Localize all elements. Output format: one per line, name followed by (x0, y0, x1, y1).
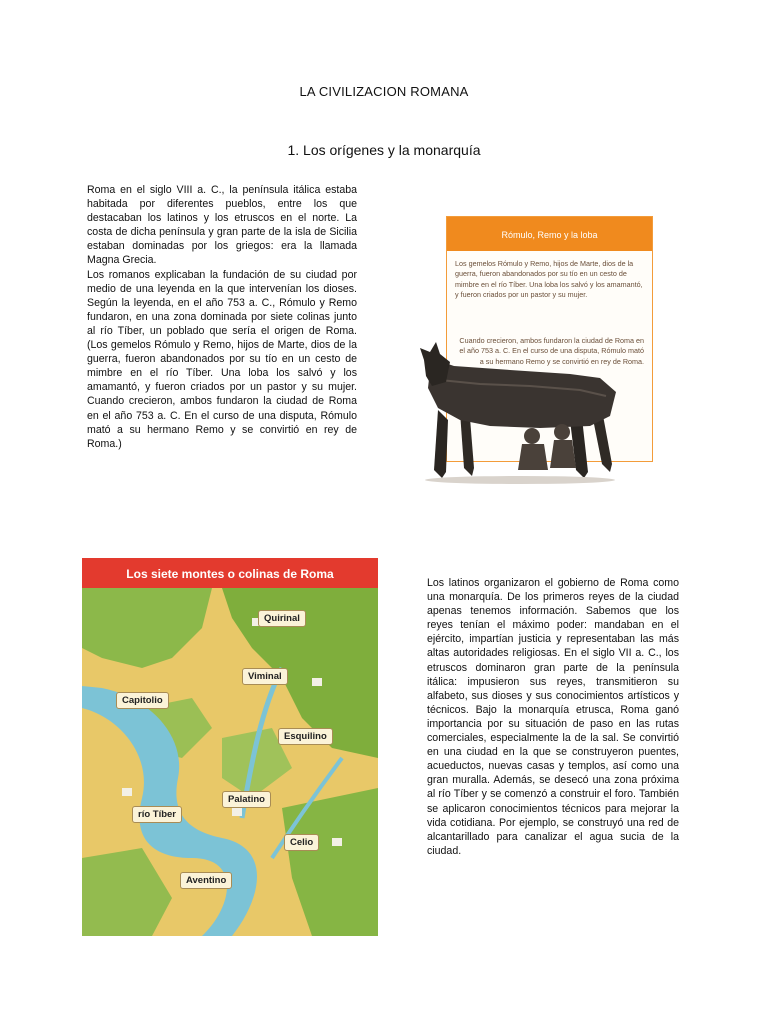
label-viminal: Viminal (242, 668, 288, 685)
label-esquilino: Esquilino (278, 728, 333, 745)
label-celio: Celio (284, 834, 319, 851)
document-title: LA CIVILIZACION ROMANA (299, 84, 469, 99)
label-capitolio: Capitolio (116, 692, 169, 709)
romulo-box-text-1 (455, 259, 645, 306)
monarchy-text-block: Los latinos organizaron el gobierno de Roma como una monarquía. De los primeros reyes de la ciudad apenas tenemos información. Sabemos que los reyes tenían el máximo poder: mandaban en el ejército, impartían justicia y representaban las más altas autoridades religiosas. En el siglo VII a. C., los etruscos dominaron gran parte de la península itálica: impusieron sus reyes, transmitieron su alfabeto, sus dioses y sus conocimientos artísticos y técnicos. Bajo la monarquía etrusca, Roma ganó importancia por su situación de paso en las rutas comerciales, especialmente la de la sal. Se convirtió en una ciudad en la que se construyeron puentes, acueductos, nuevas casas y templos, así como una gran muralla. Además, se desecó una zona próxima al río Tíber y se comenzó a construir el foro. También se aplicaron conocimientos técnicos para mejorar la vida cotidiana. Por ejemplo, se construyó una red de alcantarillado para canalizar el agua sucia de la ciudad. (427, 577, 679, 857)
label-quirinal: Quirinal (258, 610, 306, 627)
label-rio-tiber: río Tíber (132, 806, 182, 823)
label-aventino: Aventino (180, 872, 232, 889)
romulo-box-paragraph-1: Los gemelos Rómulo y Remo, hijos de Marte, dios de la guerra, fueron abandonados por su tío en un cesto de mimbre en el río Tíber. Una loba los salvó y los amamantó, y fueron criados por un pastor y su mujer. (455, 259, 643, 299)
romulo-box-text-2: Cuando crecieron, ambos fundaron la ciudad de Roma en el año 753 a. C. En el curso de una disputa, Rómulo mató a su hermano Remo y se convirtió en rey de Roma. (459, 336, 644, 366)
paragraph-2: Los romanos explicaban la fundación de su ciudad por medio de una leyenda en la que intervenían los dioses. Según la leyenda, en el año 753 a. C., Rómulo y Remo fundaron, en una zona dominada por siete colinas junto al río Tíber, un poblado que sería el origen de Roma. (Los gemelos Rómulo y Remo, hijos de Marte, dios de la guerra, fueron abandonados por su tío en un cesto de mimbre en el río Tíber. Una loba los salvó y los amamantó, y fueron criados por un pastor y su mujer. Cuando crecieron, ambos fundaron la ciudad de Roma en el año 753 a. C. En el curso de una disputa, Rómulo mató a su hermano Remo y se convirtió en rey de Roma.) (87, 268, 357, 450)
romulo-box-heading: Rómulo, Remo y la loba (447, 217, 652, 251)
map-heading: Los siete montes o colinas de Roma (82, 558, 378, 588)
paragraph-1: Roma en el siglo VIII a. C., la península itálica estaba habitada por diferentes pueblos, entre los que destacaban los latinos y los etruscos en el norte. La costa de dicha península y gran parte de la isla de Sicilia estaban dominadas por los griegos: era la llamada Magna Grecia. (87, 184, 357, 267)
intro-text-block (87, 183, 357, 451)
capitoline-wolf-image (420, 340, 620, 486)
section-heading: 1. Los orígenes y la monarquía (287, 142, 481, 158)
label-palatino: Palatino (222, 791, 271, 808)
seven-hills-map (82, 558, 378, 936)
